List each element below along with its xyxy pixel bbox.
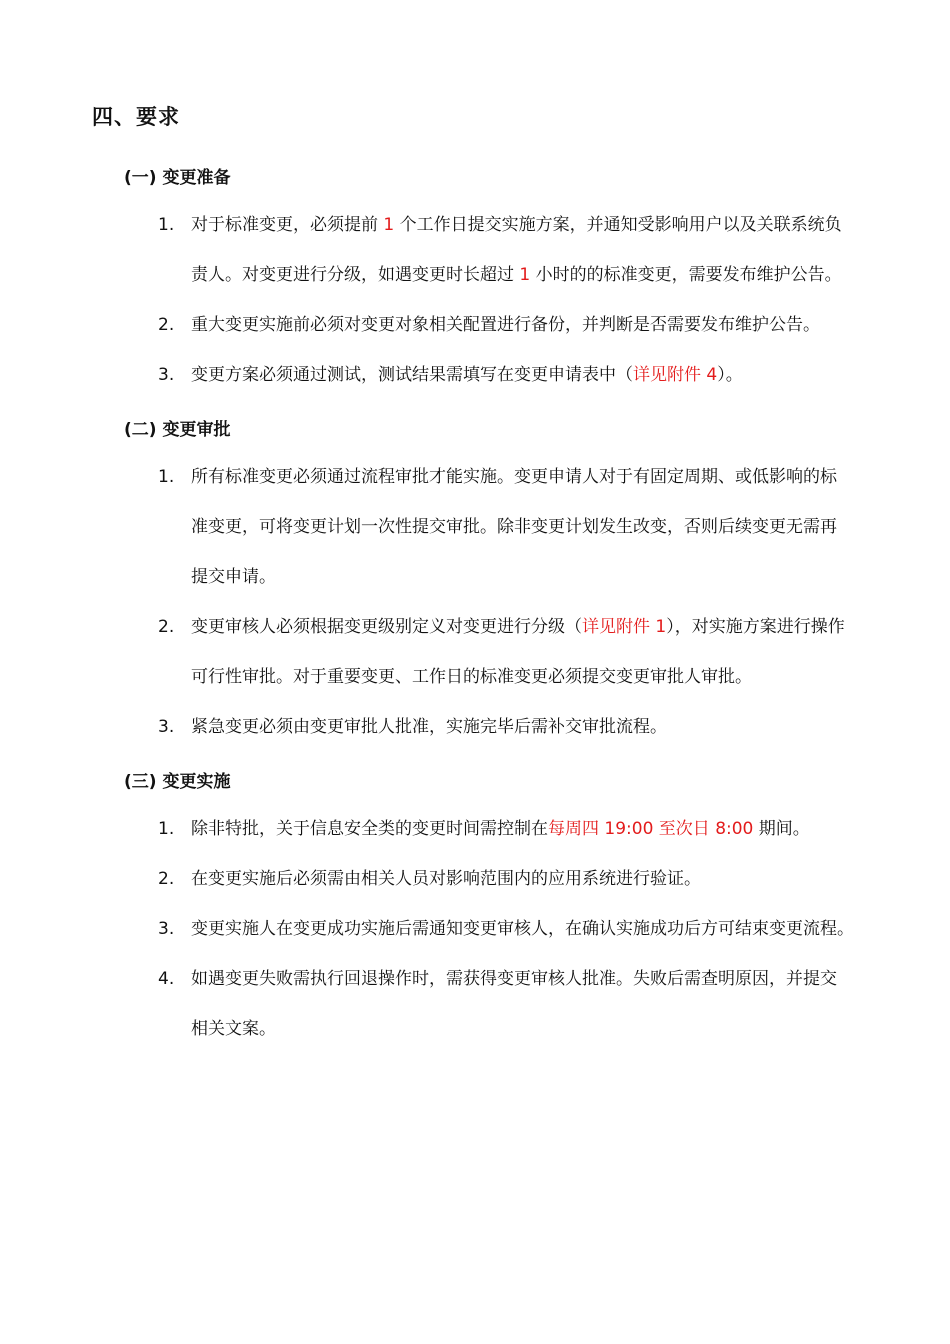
item-text xyxy=(191,804,871,854)
item-number: 2. xyxy=(158,869,175,889)
text-run: 小时的的标准变更，需要发布维护公告。 xyxy=(530,265,842,285)
text-run: 如遇变更失败需执行回退操作时，需获得变更审核人批准。失败后需查明原因，并提交 xyxy=(191,969,837,989)
text-run: 准变更，可将变更计划一次性提交审批。除非变更计划发生改变，否则后续变更无需再 xyxy=(191,517,837,537)
attachment-reference: 详见附件 4 xyxy=(633,365,718,385)
section-title: 四、要求 xyxy=(92,105,180,129)
text-run: 对于标准变更，必须提前 xyxy=(191,215,384,235)
text-run: ）。 xyxy=(717,365,743,385)
subsection-title-implementation: (三) 变更实施 xyxy=(124,772,231,792)
text-run: 提交申请。 xyxy=(191,567,276,587)
item-number: 3. xyxy=(158,717,175,737)
highlight-text: 1 xyxy=(383,215,395,235)
text-run: 变更实施人在变更成功实施后需通知变更审核人，在确认实施成功后方可结束变更流程。 xyxy=(191,919,854,939)
item-number: 3. xyxy=(158,919,175,939)
text-run: 所有标准变更必须通过流程审批才能实施。变更申请人对于有固定周期、或低影响的标 xyxy=(191,467,837,487)
text-run: 变更审核人必须根据变更级别定义对变更进行分级（ xyxy=(191,617,582,637)
item-number: 1. xyxy=(158,215,175,235)
item-text xyxy=(191,350,871,400)
item-number: 1. xyxy=(158,819,175,839)
item-number: 2. xyxy=(158,617,175,637)
item-text xyxy=(191,954,871,1054)
text-run: 变更方案必须通过测试，测试结果需填写在变更申请表中（ xyxy=(191,365,633,385)
text-run: 期间。 xyxy=(753,819,810,839)
item-number: 1. xyxy=(158,467,175,487)
item-text xyxy=(191,904,871,954)
text-run: 除非特批，关于信息安全类的变更时间需控制在 xyxy=(191,819,548,839)
item-text xyxy=(191,452,871,602)
item-text xyxy=(191,200,871,300)
item-text xyxy=(191,602,871,702)
text-run: 紧急变更必须由变更审批人批准，实施完毕后需补交审批流程。 xyxy=(191,717,667,737)
attachment-reference: 详见附件 1 xyxy=(582,617,667,637)
item-number: 3. xyxy=(158,365,175,385)
item-number: 2. xyxy=(158,315,175,335)
item-text xyxy=(191,854,871,904)
highlight-text: 1 xyxy=(519,265,531,285)
item-text xyxy=(191,702,871,752)
text-run: 可行性审批。对于重要变更、工作日的标准变更必须提交变更审批人审批。 xyxy=(191,667,752,687)
text-run: ），对实施方案进行操作 xyxy=(666,617,845,637)
text-run: 重大变更实施前必须对变更对象相关配置进行备份，并判断是否需要发布维护公告。 xyxy=(191,315,820,335)
text-run: 个工作日提交实施方案，并通知受影响用户以及关联系统负 xyxy=(394,215,842,235)
subsection-title-preparation: (一) 变更准备 xyxy=(124,168,231,188)
subsection-title-approval: (二) 变更审批 xyxy=(124,420,231,440)
text-run: 在变更实施后必须需由相关人员对影响范围内的应用系统进行验证。 xyxy=(191,869,701,889)
text-run: 相关文案。 xyxy=(191,1019,276,1039)
time-window-highlight: 每周四 19:00 至次日 8:00 xyxy=(548,819,754,839)
item-number: 4. xyxy=(158,969,175,989)
item-text xyxy=(191,300,871,350)
text-run: 责人。对变更进行分级，如遇变更时长超过 xyxy=(191,265,520,285)
